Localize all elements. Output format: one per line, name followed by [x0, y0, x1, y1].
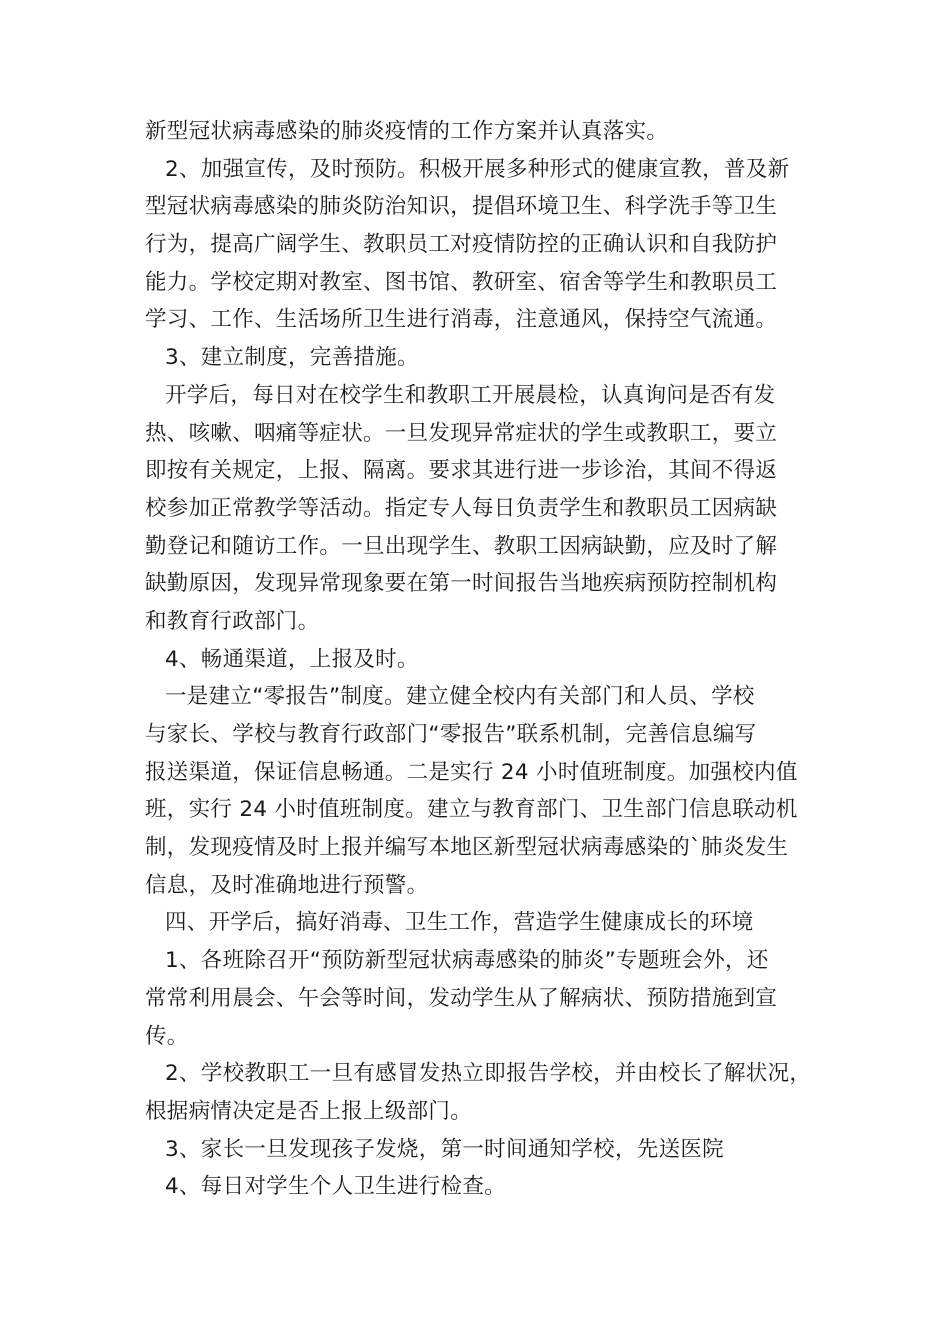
text-line: 行为，提高广阔学生、教职员工对疫情防控的正确认识和自我防护: [145, 232, 778, 258]
text-line: 和教育行政部门。: [145, 608, 320, 634]
text-line: 勤登记和随访工作。一旦出现学生、教职工因病缺勤，应及时了解: [145, 533, 778, 559]
document-body: [145, 113, 835, 1206]
text-line: 4、每日对学生个人卫生进行检查。: [165, 1174, 506, 1200]
text-line: 型冠状病毒感染的肺炎防治知识，提倡环境卫生、科学洗手等卫生: [145, 194, 778, 220]
text-line: 根据病情决定是否上报上级部门。: [145, 1098, 473, 1124]
text-line: 缺勤原因，发现异常现象要在第一时间报告当地疾病预防控制机构: [145, 571, 778, 597]
text-line: 一是建立“零报告”制度。建立健全校内有关部门和人员、学校: [165, 684, 755, 710]
section-heading: 四、开学后，搞好消毒、卫生工作，营造学生健康成长的环境: [165, 910, 754, 936]
text-line: 即按有关规定，上报、隔离。要求其进行进一步诊治，其间不得返: [145, 458, 778, 484]
text-line: 1、各班除召开“预防新型冠状病毒感染的肺炎”专题班会外，还: [165, 948, 769, 974]
text-line: 报送渠道，保证信息畅通。二是实行 24 小时值班制度。加强校内值: [145, 759, 798, 785]
text-line: 4、畅通渠道，上报及时。: [165, 646, 419, 672]
text-line: 3、建立制度，完善措施。: [165, 345, 419, 371]
text-line: 制，发现疫情及时上报并编写本地区新型冠状病毒感染的`肺炎发生: [145, 835, 789, 861]
text-line: 校参加正常教学等活动。指定专人每日负责学生和教职员工因病缺: [145, 495, 778, 521]
text-line: 能力。学校定期对教室、图书馆、教研室、宿舍等学生和教职员工: [145, 269, 778, 295]
text-line: 信息，及时准确地进行预警。: [145, 872, 429, 898]
text-line: 与家长、学校与教育行政部门“零报告”联系机制，完善信息编写: [145, 722, 757, 747]
text-line: 常常利用晨会、午会等时间，发动学生从了解病状、预防措施到宣: [145, 985, 778, 1011]
text-line: 新型冠状病毒感染的肺炎疫情的工作方案并认真落实。: [145, 119, 669, 144]
text-line: 热、咳嗽、咽痛等症状。一旦发现异常症状的学生或教职工，要立: [145, 420, 778, 446]
text-line: 传。: [145, 1023, 189, 1049]
text-line: 3、家长一旦发现孩子发烧，第一时间通知学校，先送医院: [165, 1136, 724, 1162]
text-line: 班，实行 24 小时值班制度。建立与教育部门、卫生部门信息联动机: [145, 797, 798, 823]
text-line: 2、学校教职工一旦有感冒发热立即报告学校，并由校长了解状况，: [165, 1061, 812, 1087]
text-line: 2、加强宣传，及时预防。积极开展多种形式的健康宣教，普及新: [165, 156, 790, 182]
text-line: 学习、工作、生活场所卫生进行消毒，注意通风，保持空气流通。: [145, 307, 778, 333]
text-line: 开学后，每日对在校学生和教职工开展晨检，认真询问是否有发: [165, 382, 776, 408]
